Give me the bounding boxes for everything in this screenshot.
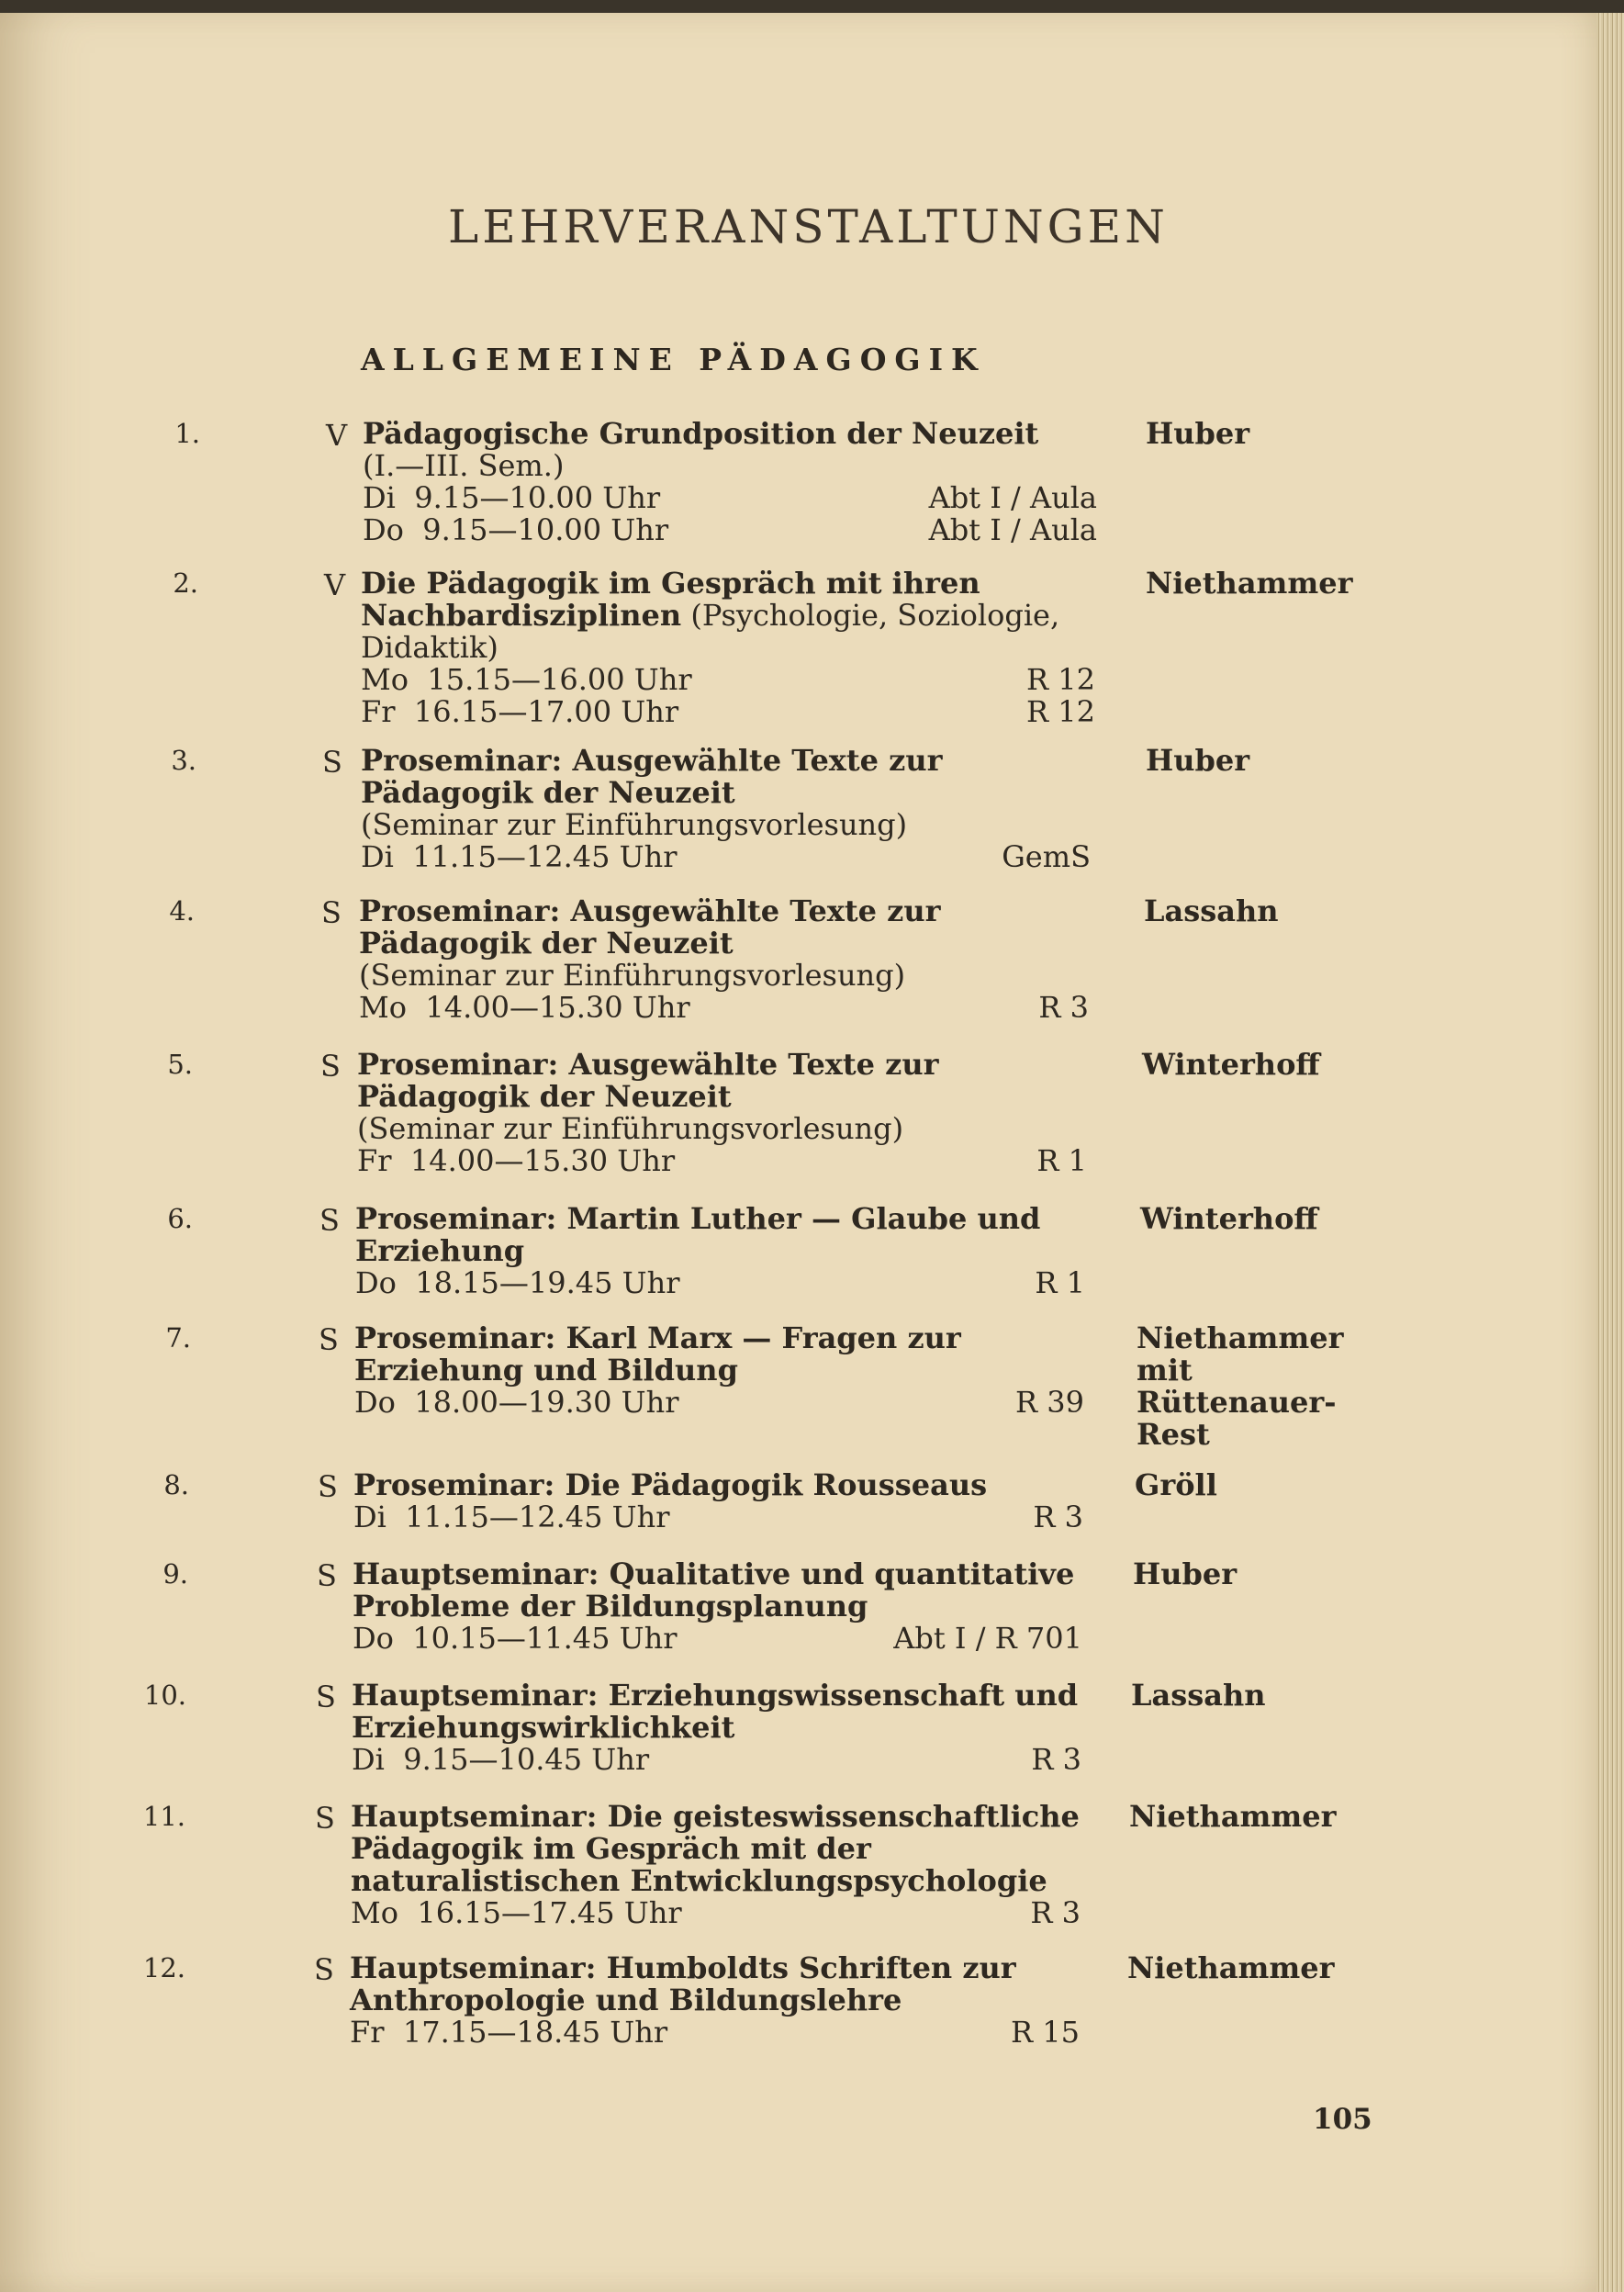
schedule-room: Abt I / Aula xyxy=(928,512,1097,547)
schedule-room: R 3 xyxy=(1038,990,1089,1025)
schedule-time: Do 9.15—10.00 Uhr xyxy=(363,512,669,547)
schedule-line xyxy=(363,514,1097,546)
course-title: Proseminar: Karl Marx — Fragen zur Erziehung und Bildung xyxy=(354,1320,961,1388)
schedule-room: Abt I / R 701 xyxy=(893,1621,1082,1656)
schedule-line xyxy=(361,696,1095,728)
schedule-time: Do 18.15—19.45 Uhr xyxy=(355,1265,680,1300)
course-title: Proseminar: Die Pädagogik Rousseaus xyxy=(353,1467,988,1502)
schedule-time: Do 10.15—11.45 Uhr xyxy=(353,1621,678,1656)
course-entry xyxy=(351,1801,1081,1929)
course-title: Hauptseminar: Qualitative und quantitative Probleme der Bildungsplanung xyxy=(353,1556,1075,1624)
schedule-time: Di 11.15—12.45 Uhr xyxy=(353,1500,670,1534)
entry-number: 2. xyxy=(173,567,198,599)
lecturer: Huber xyxy=(1146,743,1250,778)
course-type: S xyxy=(320,1049,341,1084)
schedule-line xyxy=(359,992,1089,1024)
course-entry xyxy=(353,1558,1082,1655)
schedule-time: Do 18.00—19.30 Uhr xyxy=(354,1385,679,1420)
course-type: S xyxy=(318,1469,338,1504)
lecturer: Niethammer xyxy=(1127,1950,1335,1985)
schedule-room: R 3 xyxy=(1030,1895,1081,1930)
lecturer: Niethammer xyxy=(1146,566,1353,601)
schedule-room: R 3 xyxy=(1033,1500,1083,1534)
course-title: Proseminar: Ausgewählte Texte zur Pädagogik der Neuzeit xyxy=(361,743,943,810)
course-type: S xyxy=(319,1203,340,1238)
schedule-line xyxy=(361,664,1095,696)
lecturer: Winterhoff xyxy=(1142,1047,1320,1082)
schedule-line xyxy=(361,841,1091,873)
schedule-room: GemS xyxy=(1002,839,1091,874)
course-note: (Seminar zur Einführungsvorlesung) xyxy=(361,807,908,842)
schedule-room: R 39 xyxy=(1015,1385,1084,1420)
schedule-line xyxy=(357,1145,1087,1177)
schedule-room: Abt I / Aula xyxy=(928,480,1097,515)
course-type: S xyxy=(319,1322,339,1357)
course-note: (Seminar zur Einführungsvorlesung) xyxy=(357,1111,904,1146)
course-type: S xyxy=(321,895,342,930)
schedule-time: Di 9.15—10.45 Uhr xyxy=(352,1742,650,1777)
course-title: Proseminar: Ausgewählte Texte zur Pädagogik der Neuzeit xyxy=(359,893,941,961)
lecturer: Niethammer xyxy=(1129,1799,1337,1834)
lecturer: Winterhoff xyxy=(1140,1201,1318,1236)
course-title: Hauptseminar: Erziehungswissenschaft und Erziehungswirklichkeit xyxy=(352,1678,1079,1745)
schedule-line xyxy=(351,1897,1081,1929)
schedule-time: Mo 16.15—17.45 Uhr xyxy=(351,1895,682,1930)
lecturer: Lassahn xyxy=(1144,893,1279,928)
course-entry xyxy=(350,1952,1080,2049)
course-type: V xyxy=(326,418,348,453)
schedule-time: Mo 14.00—15.30 Uhr xyxy=(359,990,690,1025)
course-type: S xyxy=(314,1952,334,1987)
course-type: S xyxy=(322,745,342,780)
course-title: Die Pädagogik im Gespräch mit ihren Nachbardisziplinen xyxy=(361,566,980,633)
schedule-time: Di 9.15—10.00 Uhr xyxy=(363,480,661,515)
entry-number: 10. xyxy=(143,1680,186,1711)
course-note: (Psychologie, Soziologie, Didaktik) xyxy=(361,598,1060,665)
course-type: S xyxy=(316,1680,336,1714)
lecturer: Niethammer mit Rüttenauer-Rest xyxy=(1137,1320,1344,1452)
course-entry xyxy=(361,567,1095,728)
entry-number: 3. xyxy=(171,745,196,776)
course-entry xyxy=(353,1469,1083,1534)
course-type: V xyxy=(324,567,346,602)
schedule-line xyxy=(352,1744,1081,1776)
entry-number: 11. xyxy=(142,1801,185,1832)
schedule-room: R 3 xyxy=(1031,1742,1081,1777)
course-title: Hauptseminar: Die geisteswissenschaftliche Pädagogik im Gespräch mit der naturalistischen Entwicklungspsychologie xyxy=(351,1799,1080,1898)
entry-number: 9. xyxy=(162,1558,188,1590)
course-type: S xyxy=(317,1558,337,1593)
lecturer: Lassahn xyxy=(1131,1678,1266,1713)
course-title: Hauptseminar: Humboldts Schriften zur Anthropologie und Bildungslehre xyxy=(350,1950,1016,2017)
lecturer: Gröll xyxy=(1135,1467,1217,1502)
section-heading: ALLGEMEINE PÄDAGOGIK xyxy=(361,342,986,377)
lecturer: Huber xyxy=(1146,416,1250,451)
schedule-line xyxy=(355,1267,1085,1299)
entry-number: 1. xyxy=(174,418,200,449)
schedule-room: R 1 xyxy=(1035,1265,1085,1300)
schedule-line xyxy=(350,2017,1080,2049)
course-entry xyxy=(357,1049,1087,1177)
schedule-time: Fr 14.00—15.30 Uhr xyxy=(357,1143,676,1178)
schedule-line xyxy=(354,1387,1084,1419)
schedule-time: Mo 15.15—16.00 Uhr xyxy=(361,662,692,697)
lecturer: Huber xyxy=(1133,1556,1238,1591)
course-entry xyxy=(352,1680,1081,1776)
schedule-room: R 15 xyxy=(1011,2015,1080,2050)
course-entry xyxy=(361,745,1091,873)
course-entry xyxy=(354,1322,1084,1419)
schedule-line xyxy=(363,482,1097,514)
page-title: LEHRVERANSTALTUNGEN xyxy=(448,200,1169,253)
course-note: (I.—III. Sem.) xyxy=(363,448,565,483)
course-title: Proseminar: Ausgewählte Texte zur Pädagogik der Neuzeit xyxy=(357,1047,939,1114)
course-type: S xyxy=(315,1801,335,1836)
schedule-time: Fr 17.15—18.45 Uhr xyxy=(350,2015,668,2050)
schedule-room: R 12 xyxy=(1026,694,1095,729)
page-number: 105 xyxy=(1313,2103,1372,2136)
entry-number: 6. xyxy=(167,1203,193,1234)
course-entry xyxy=(359,895,1089,1024)
entry-number: 8. xyxy=(163,1469,189,1500)
course-title: Pädagogische Grundposition der Neuzeit xyxy=(363,416,1039,451)
schedule-line xyxy=(353,1501,1083,1534)
course-entry xyxy=(355,1203,1085,1299)
schedule-room: R 12 xyxy=(1026,662,1095,697)
entry-number: 5. xyxy=(167,1049,193,1080)
schedule-time: Fr 16.15—17.00 Uhr xyxy=(361,694,679,729)
course-entry xyxy=(363,418,1097,546)
course-note: (Seminar zur Einführungsvorlesung) xyxy=(359,958,906,993)
course-title: Proseminar: Martin Luther — Glaube und Erziehung xyxy=(355,1201,1041,1268)
schedule-time: Di 11.15—12.45 Uhr xyxy=(361,839,678,874)
schedule-line xyxy=(353,1623,1082,1655)
schedule-room: R 1 xyxy=(1036,1143,1087,1178)
entry-number: 7. xyxy=(165,1322,191,1354)
entry-number: 4. xyxy=(169,895,195,927)
entry-number: 12. xyxy=(142,1952,185,1983)
